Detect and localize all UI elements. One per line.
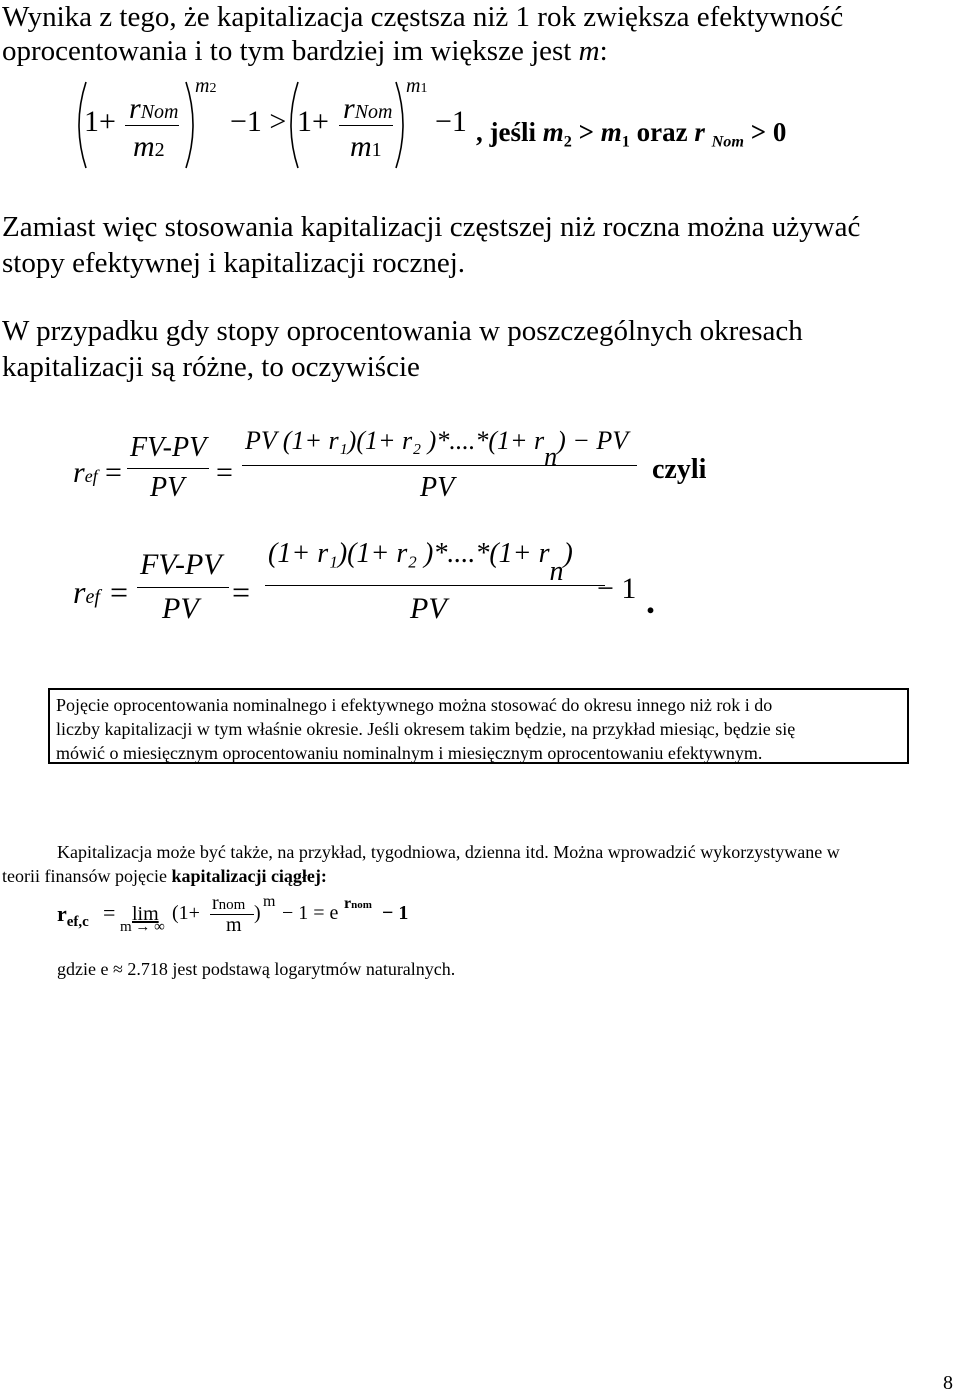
ineq-one-plus-a: 1+ xyxy=(84,105,116,138)
ineq-exponent-m2: m2 xyxy=(195,75,217,97)
f1-eq-1: = xyxy=(105,456,122,489)
f3-exponent: rnom xyxy=(344,895,372,912)
para2-line-1: Zamiast więc stosowania kapitalizacji częstszej niż roczna można używać xyxy=(2,211,861,243)
continuous-line-2: teorii finansów pojęcie kapitalizacji ciągłej: xyxy=(2,866,327,886)
euler-note: gdzie e ≈ 2.718 jest podstawą logarytmów naturalnych. xyxy=(57,959,456,979)
f2-fv-pv: FV-PV xyxy=(140,548,222,581)
ineq-fraction-line-a xyxy=(125,125,179,126)
f1-fraction-line-1 xyxy=(127,468,209,469)
f2-period: . xyxy=(646,581,655,621)
f3-r-efc: $r_{ef,c}$ xyxy=(57,901,89,930)
page-number: 8 xyxy=(943,1372,953,1394)
f3-tail: − 1 = e xyxy=(282,902,339,924)
f3-r-nom: rnom xyxy=(212,892,246,914)
para2-line-2: stopy efektywnej i kapitalizacji rocznej. xyxy=(2,247,466,279)
f1-numerator: PV (1+ r₁)(1+ r₂ )*....*(1+ rn) − PV xyxy=(245,426,629,471)
f1-pv-denom-1: PV xyxy=(150,472,185,503)
f3-open: (1+ xyxy=(172,902,200,924)
f3-lim: lim xyxy=(132,903,159,925)
note-line-1: Pojęcie oprocentowania nominalnego i efektywnego można stosować do okresu innego niż rok i do xyxy=(56,695,773,715)
f2-pv-denom-2: PV xyxy=(410,592,447,625)
f1-fv-pv: FV-PV xyxy=(130,432,207,463)
f1-fraction-line-2 xyxy=(242,465,637,466)
continuous-line-1: Kapitalizacja może być także, na przykład, tygodniowa, dzienna itd. Można wprowadzić wykorzystywane w xyxy=(57,842,840,862)
ineq-m1-denominator: m1 xyxy=(350,130,382,163)
intro-colon: : xyxy=(599,35,608,67)
f2-eq-2: = xyxy=(232,574,251,610)
note-line-2: liczby kapitalizacji w tym właśnie okresie. Jeśli okresem takim będzie, na przykład miesiąc, będzie się xyxy=(56,719,796,739)
note-box xyxy=(48,688,909,764)
ineq-minus-one: −1 xyxy=(435,105,467,138)
f2-r-ef: ref xyxy=(73,574,100,610)
note-line-3: mówić o miesięcznym oprocentowaniu nominalnym i miesięcznym oprocentowaniu efektywnym. xyxy=(56,743,763,763)
f2-fraction-line-1 xyxy=(137,587,229,588)
ineq-minus-one-gt: −1 > xyxy=(230,105,287,138)
ineq-condition: , jeśli $m_2 > m_1$ oraz r $_{Nom}$ > 0 xyxy=(476,117,787,151)
ineq-r-b: rNom xyxy=(343,92,393,125)
f3-sup-m: m xyxy=(263,893,276,910)
f2-fraction-line-2 xyxy=(265,585,605,586)
intro-variable-m: m xyxy=(578,35,600,67)
intro-line-2 xyxy=(2,34,608,68)
f1-r-ef: ref xyxy=(73,456,98,489)
ineq-fraction-line-b xyxy=(339,125,393,126)
f1-czyli: czyli xyxy=(652,454,707,485)
f2-eq-1: = xyxy=(110,574,129,610)
f3-close: ) xyxy=(254,902,261,924)
f3-minus-one: − 1 xyxy=(382,902,409,924)
para3-line-2: kapitalizacji są różne, to oczywiście xyxy=(2,351,420,383)
ineq-exponent-m1: m1 xyxy=(406,75,428,97)
f3-m-denom: m xyxy=(226,914,242,936)
para3-line-1: W przypadku gdy stopy oprocentowania w poszczególnych okresach xyxy=(2,315,803,347)
f2-numerator: (1+ r₁)(1+ r₂ )*....*(1+ rn) xyxy=(268,538,573,587)
intro-line-1: Wynika z tego, że kapitalizacja częstsza niż 1 rok zwiększa efektywność xyxy=(2,1,844,33)
intro-line-2-text: oprocentowania i to tym bardziej im większe jest xyxy=(2,35,579,67)
f2-minus-one: − 1 xyxy=(597,572,637,605)
ineq-m2-denominator: m2 xyxy=(133,130,165,163)
f3-lim-sub: m → ∞ xyxy=(120,919,165,935)
f3-eq: = xyxy=(103,900,116,925)
f1-pv-denom-2: PV xyxy=(420,472,455,503)
ineq-r-a: rNom xyxy=(129,92,179,125)
f1-eq-2: = xyxy=(216,456,233,489)
ineq-one-plus-b: 1+ xyxy=(297,105,329,138)
f2-pv-denom-1: PV xyxy=(162,592,199,625)
